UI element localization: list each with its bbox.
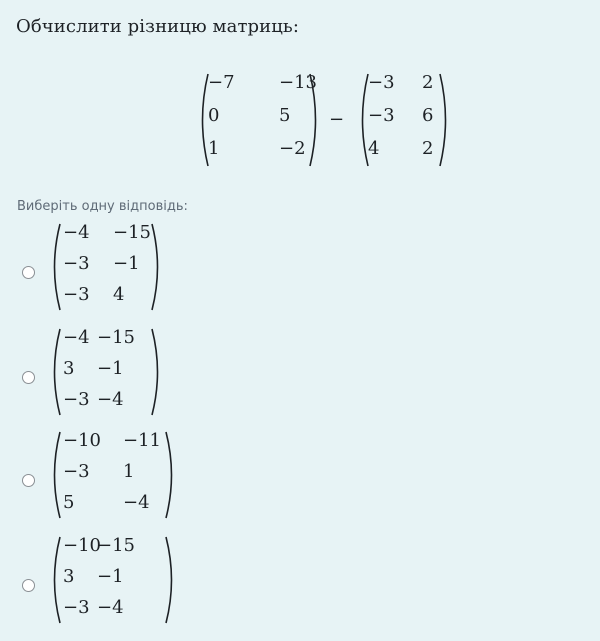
matrix-cell: 5: [279, 105, 291, 126]
answer-option-2[interactable]: [0, 325, 600, 420]
matrix-cell: −1: [97, 358, 124, 379]
answer-radio[interactable]: [22, 474, 35, 487]
right-paren: [166, 432, 172, 518]
matrix-cell: −3: [63, 389, 90, 410]
left-paren: [55, 329, 61, 415]
matrix-cell: −2: [279, 138, 306, 159]
matrix-cell: −3: [368, 72, 395, 93]
answer-matrix: [50, 535, 176, 625]
matrix-cell: −3: [368, 105, 395, 126]
matrix-cell: 5: [63, 492, 75, 513]
answer-matrix: [50, 430, 176, 520]
left-paren: [55, 224, 61, 310]
matrix-cell: 4: [113, 284, 125, 305]
matrix-cell: −10: [63, 430, 101, 451]
matrix-cell: 1: [208, 138, 220, 159]
matrix-cell: 2: [422, 72, 434, 93]
matrix-cell: −1: [113, 253, 140, 274]
matrix-cell: 6: [422, 105, 434, 126]
matrix-cell: −4: [97, 597, 124, 618]
matrix-cell: −15: [113, 222, 151, 243]
matrix-cell: −3: [63, 253, 90, 274]
matrix-cell: 4: [368, 138, 380, 159]
matrix-cell: −4: [63, 222, 90, 243]
matrix-b: [358, 72, 450, 168]
matrix-cell: −3: [63, 597, 90, 618]
answer-radio[interactable]: [22, 266, 35, 279]
right-paren: [152, 329, 158, 415]
right-paren: [440, 74, 446, 166]
matrix-cell: −7: [208, 72, 235, 93]
matrix-cell: 0: [208, 105, 220, 126]
answer-option-1[interactable]: [0, 220, 600, 315]
matrix-cell: −10: [63, 535, 101, 556]
right-paren: [152, 224, 158, 310]
matrix-cell: −3: [63, 461, 90, 482]
matrix-cell: −1: [97, 566, 124, 587]
matrix-cell: 2: [422, 138, 434, 159]
matrix-cell: −15: [97, 327, 135, 348]
answer-option-3[interactable]: [0, 428, 600, 523]
question-text: Обчислити різницю матриць:: [16, 16, 299, 37]
matrix-cell: −4: [123, 492, 150, 513]
matrix-cell: 3: [63, 566, 75, 587]
left-paren: [55, 537, 61, 623]
matrix-cell: 1: [123, 461, 135, 482]
matrix-cell: −13: [279, 72, 317, 93]
matrix-cell: 3: [63, 358, 75, 379]
right-paren: [166, 537, 172, 623]
matrix-a: [198, 72, 320, 168]
matrix-cell: −3: [63, 284, 90, 305]
minus-operator: −: [329, 109, 345, 130]
answer-matrix: [50, 222, 162, 312]
answer-option-4[interactable]: [0, 533, 600, 628]
left-paren: [55, 432, 61, 518]
matrix-cell: −15: [97, 535, 135, 556]
answer-radio[interactable]: [22, 371, 35, 384]
matrix-cell: −11: [123, 430, 161, 451]
matrix-cell: −4: [63, 327, 90, 348]
answer-matrix: [50, 327, 162, 417]
answer-radio[interactable]: [22, 579, 35, 592]
matrix-cell: −4: [97, 389, 124, 410]
answer-prompt: Виберіть одну відповідь:: [17, 199, 188, 214]
